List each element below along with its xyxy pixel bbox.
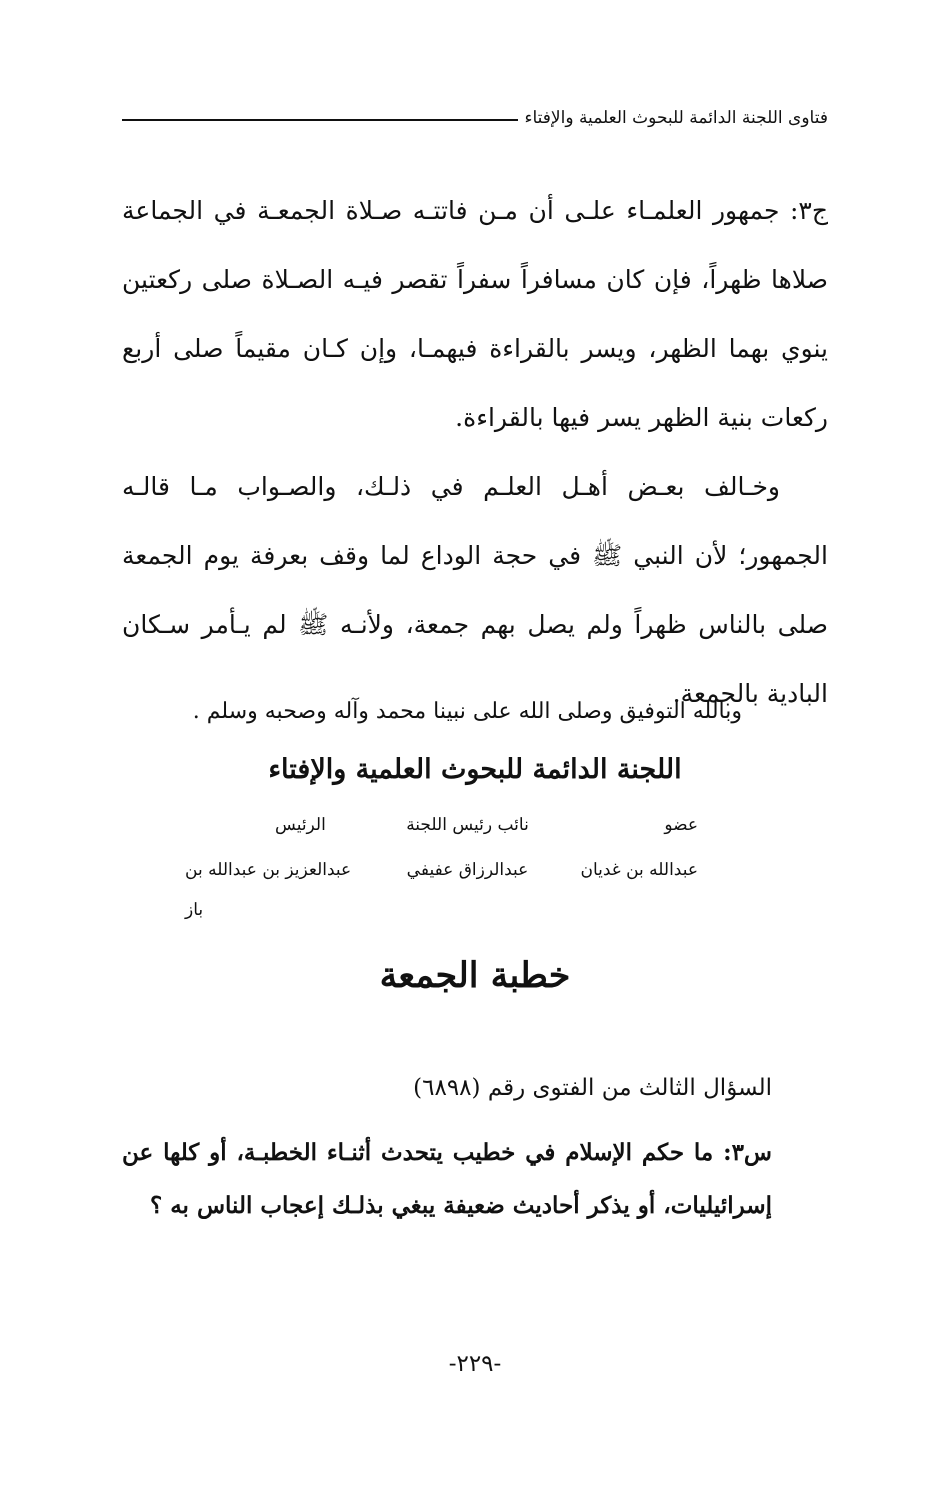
signatory-deputy: [373, 808, 561, 930]
signatory-name: عبدالعزيز بن عبدالله بن باز: [185, 860, 352, 920]
running-header: [122, 106, 828, 130]
question-reference: السؤال الثالث من الفتوى رقم (٦٨٩٨): [413, 1075, 772, 1101]
answer-block: [122, 176, 828, 728]
signatory-member: [562, 808, 750, 930]
signatory-role: نائب رئيس اللجنة: [406, 815, 529, 835]
committee-name: اللجنة الدائمة للبحوث العلمية والإفتاء: [268, 754, 682, 785]
header-rule: [122, 119, 518, 121]
section-title: خطبة الجمعة: [379, 955, 571, 996]
signatory-role: الرئيس: [275, 815, 326, 835]
signatory-president: [185, 808, 373, 930]
signatures-table: [185, 808, 750, 930]
signatory-name: عبدالله بن غديان: [580, 860, 698, 880]
answer-paragraph-2: وخـالف بعـض أهـل العلـم في ذلـك، والصـواب مـا قالـه الجمهور؛ لأن النبي ﷺ في حجة الوداع لما وقف بعرفة يوم الجمعة صلى بالناس ظهراً ولم يصل بهم جمعة، ولأنـه ﷺ لم يـأمر سـكان البادية بالجمعة.: [122, 472, 828, 708]
answer-paragraph-1: ج٣: جمهور العلمـاء علـى أن مـن فاتتـه صـلاة الجمعـة في الجماعة صلاها ظهراً، فإن كان مسافراً سفراً تقصر فيـه الصـلاة صلى ركعتين ينوي بهما الظهر، ويسر بالقراءة فيهمـا، وإن كـان مقيماً صلى أربع ركعات بنية الظهر يسر فيها بالقراءة.: [122, 196, 828, 432]
running-header-title: فتاوى اللجنة الدائمة للبحوث العلمية والإفتاء: [524, 108, 828, 128]
signatory-role: عضو: [664, 815, 698, 835]
question-text: س٣: ما حكم الإسلام في خطيب يتحدث أثنـاء الخطبـة، أو كلها عن إسرائيليات، أو يذكر أحاديث ضعيفة يبغي بذلـك إعجاب الناس به ؟: [122, 1139, 772, 1219]
signatory-name: عبدالرزاق عفيفي: [406, 860, 529, 880]
page-number: -٢٢٩-: [448, 1351, 502, 1377]
closing-line: وبالله التوفيق وصلى الله على نبينا محمد وآله وصحبه وسلم .: [192, 699, 742, 724]
